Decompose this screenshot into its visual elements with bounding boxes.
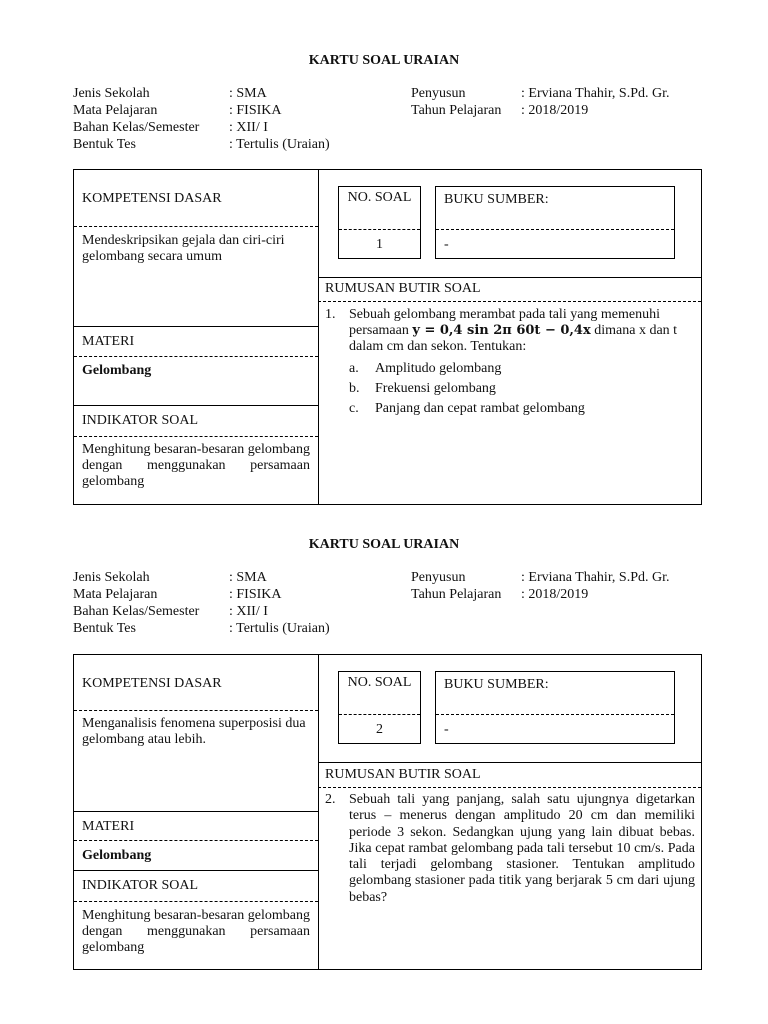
divider (74, 226, 318, 227)
kompetensi-text: Menganalisis fenomena superposisi dua gelombang atau lebih. (82, 716, 306, 747)
kompetensi-label: KOMPETENSI DASAR (82, 676, 222, 691)
info-left (73, 85, 330, 153)
materi-text: Gelombang (82, 363, 152, 378)
rumusan-label: RUMUSAN BUTIR SOAL (325, 767, 481, 782)
info-key: Penyusun (411, 86, 466, 101)
column-divider (318, 170, 319, 504)
sub-item-letter: b. (349, 381, 360, 396)
indikator-label: INDIKATOR SOAL (82, 878, 199, 893)
sub-item-text: Amplitudo gelombang (375, 361, 502, 376)
sub-item (349, 359, 585, 379)
sub-item-letter: c. (349, 401, 359, 416)
buku-sumber-label: BUKU SUMBER: (444, 192, 549, 207)
divider (436, 229, 674, 230)
question-post-equation: dimana x dan t dalam cm dan sekon. Tentukan: (349, 323, 678, 354)
divider (339, 229, 420, 230)
question-number: 1. (325, 307, 336, 322)
info-key: Bentuk Tes (73, 137, 136, 152)
question-text (349, 307, 699, 355)
buku-sumber-box (435, 671, 675, 744)
info-key: Penyusun (411, 570, 466, 585)
kompetensi-label: KOMPETENSI DASAR (82, 191, 222, 206)
info-value: : Tertulis (Uraian) (229, 621, 330, 636)
divider (74, 840, 318, 841)
rumusan-label: RUMUSAN BUTIR SOAL (325, 281, 481, 296)
sub-item-text: Panjang dan cepat rambat gelombang (375, 401, 585, 416)
card-table (73, 654, 702, 970)
question-line: Sebuah gelombang merambat pada tali yang memenuhi (349, 307, 661, 322)
sub-item-text: Frekuensi gelombang (375, 381, 496, 396)
materi-text: Gelombang (82, 848, 152, 863)
buku-sumber-value: - (444, 722, 449, 737)
info-value: : Erviana Thahir, S.Pd. Gr. (521, 86, 670, 101)
buku-sumber-box (435, 186, 675, 259)
sub-item (349, 379, 585, 399)
info-right (411, 569, 670, 603)
no-soal-box (338, 671, 421, 744)
indikator-label: INDIKATOR SOAL (82, 413, 199, 428)
info-value: : 2018/2019 (521, 587, 589, 602)
divider (339, 714, 420, 715)
info-key: Mata Pelajaran (73, 103, 158, 118)
info-key: Mata Pelajaran (73, 587, 158, 602)
info-value: : SMA (229, 570, 267, 585)
no-soal-label: NO. SOAL (347, 675, 412, 690)
question-text: Sebuah tali yang panjang, salah satu ujungnya digetarkan terus – menerus dengan amplitudo 20 cm dan memiliki periode 3 sekon. Sedangkan ujung yang lain dibuat bebas. Jika cepat rambat gelombang pada tali tersebut 10 cm/s. Pada tali terjadi gelombang stasioner. Tentukan amplitudo gelombang stasioner pada titik yang berjarak 5 cm dari ujung bebas? (349, 792, 695, 905)
no-soal-value: 2 (376, 722, 383, 737)
no-soal-label: NO. SOAL (347, 190, 412, 205)
buku-sumber-value: - (444, 237, 449, 252)
sub-items (349, 359, 585, 419)
card-table (73, 169, 702, 505)
kompetensi-text: Mendeskripsikan gejala dan ciri-ciri gelombang secara umum (82, 233, 285, 264)
info-value: : SMA (229, 86, 267, 101)
column-divider (318, 655, 319, 969)
divider (74, 436, 318, 437)
divider (74, 356, 318, 357)
divider (74, 901, 318, 902)
info-key: Bahan Kelas/Semester (73, 120, 200, 135)
divider (74, 405, 318, 406)
no-soal-box (338, 186, 421, 259)
divider (318, 787, 701, 788)
info-value: : 2018/2019 (521, 103, 589, 118)
divider (318, 301, 701, 302)
divider (318, 277, 701, 278)
info-left (73, 569, 330, 637)
divider (74, 326, 318, 327)
info-key: Jenis Sekolah (73, 570, 150, 585)
no-soal-value: 1 (376, 237, 383, 252)
question-line (349, 323, 699, 355)
info-value: : XII/ I (229, 604, 268, 619)
divider (436, 714, 674, 715)
info-value: : XII/ I (229, 120, 268, 135)
sub-item-letter: a. (349, 361, 359, 376)
info-value: : FISIKA (229, 587, 282, 602)
indikator-text: Menghitung besaran-besaran gelombang dengan menggunakan persamaan gelombang (82, 442, 310, 489)
info-key: Bahan Kelas/Semester (73, 604, 200, 619)
question-pre-equation: persamaan (349, 323, 409, 338)
divider (318, 762, 701, 763)
materi-label: MATERI (82, 334, 135, 349)
divider (74, 870, 318, 871)
info-value: : Erviana Thahir, S.Pd. Gr. (521, 570, 670, 585)
info-value: : Tertulis (Uraian) (229, 137, 330, 152)
info-key: Tahun Pelajaran (411, 103, 502, 118)
info-key: Bentuk Tes (73, 621, 136, 636)
info-right (411, 85, 670, 119)
materi-label: MATERI (82, 819, 135, 834)
question-number: 2. (325, 792, 336, 807)
card-title: KARTU SOAL URAIAN (308, 53, 460, 68)
indikator-text: Menghitung besaran-besaran gelombang dengan menggunakan persamaan gelombang (82, 908, 310, 955)
sub-item (349, 399, 585, 419)
card-title: KARTU SOAL URAIAN (308, 537, 460, 552)
equation: y = 0,4 sin 2π 60t − 0,4x (412, 323, 591, 338)
buku-sumber-label: BUKU SUMBER: (444, 677, 549, 692)
divider (74, 710, 318, 711)
info-key: Jenis Sekolah (73, 86, 150, 101)
info-key: Tahun Pelajaran (411, 587, 502, 602)
divider (74, 811, 318, 812)
info-value: : FISIKA (229, 103, 282, 118)
